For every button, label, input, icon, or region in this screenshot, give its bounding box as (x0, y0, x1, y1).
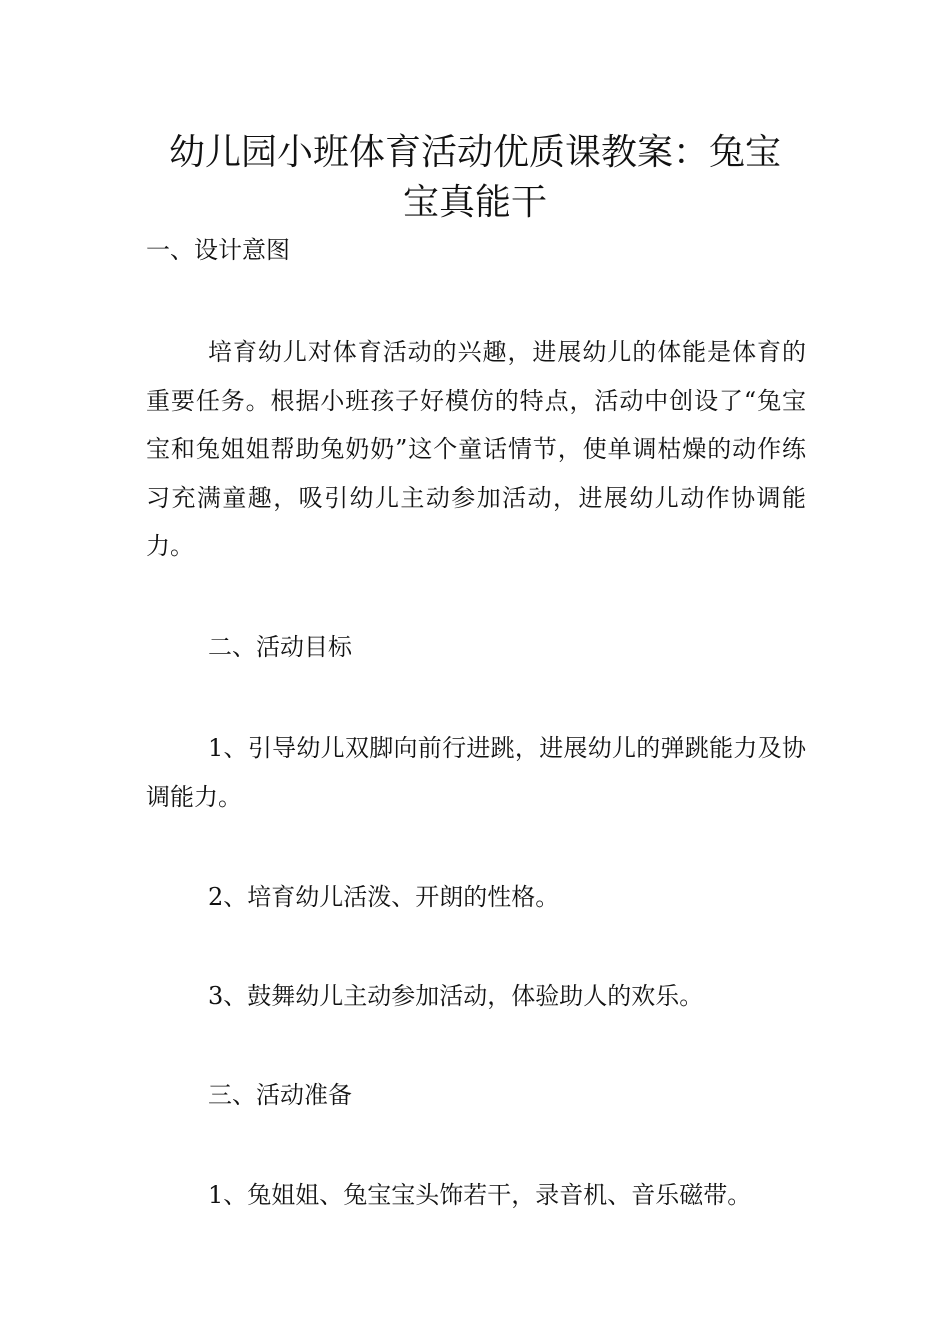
section-heading-design-intent: 一、设计意图 (146, 236, 290, 264)
goal-item-2: 2、培育幼儿活泼、开朗的性格。 (208, 883, 560, 911)
title-line-2: 宝真能干 (402, 182, 547, 223)
title-line-1: 幼儿园小班体育活动优质课教案：兔宝 (168, 132, 781, 173)
section-heading-activity-goals: 二、活动目标 (208, 633, 352, 661)
preparation-item-1: 1、兔姐姐、兔宝宝头饰若干，录音机、音乐磁带。 (208, 1181, 752, 1209)
goal-item-1: 1、引导幼儿双脚向前行进跳，进展幼儿的弹跳能力及协调能力。 (146, 734, 806, 811)
document-title (130, 128, 820, 228)
goal-item-3: 3、鼓舞幼儿主动参加活动，体验助人的欢乐。 (208, 982, 704, 1010)
design-intent-paragraph: 培育幼儿对体育活动的兴趣，进展幼儿的体能是体育的重要任务。根据小班孩子好模仿的特点，活动中创设了“兔宝宝和兔姐姐帮助兔奶奶”这个童话情节，使单调枯燥的动作练习充满童趣，吸引幼儿主动参加活动，进展幼儿动作协调能力。 (146, 338, 806, 560)
section-heading-activity-preparation: 三、活动准备 (208, 1081, 352, 1109)
